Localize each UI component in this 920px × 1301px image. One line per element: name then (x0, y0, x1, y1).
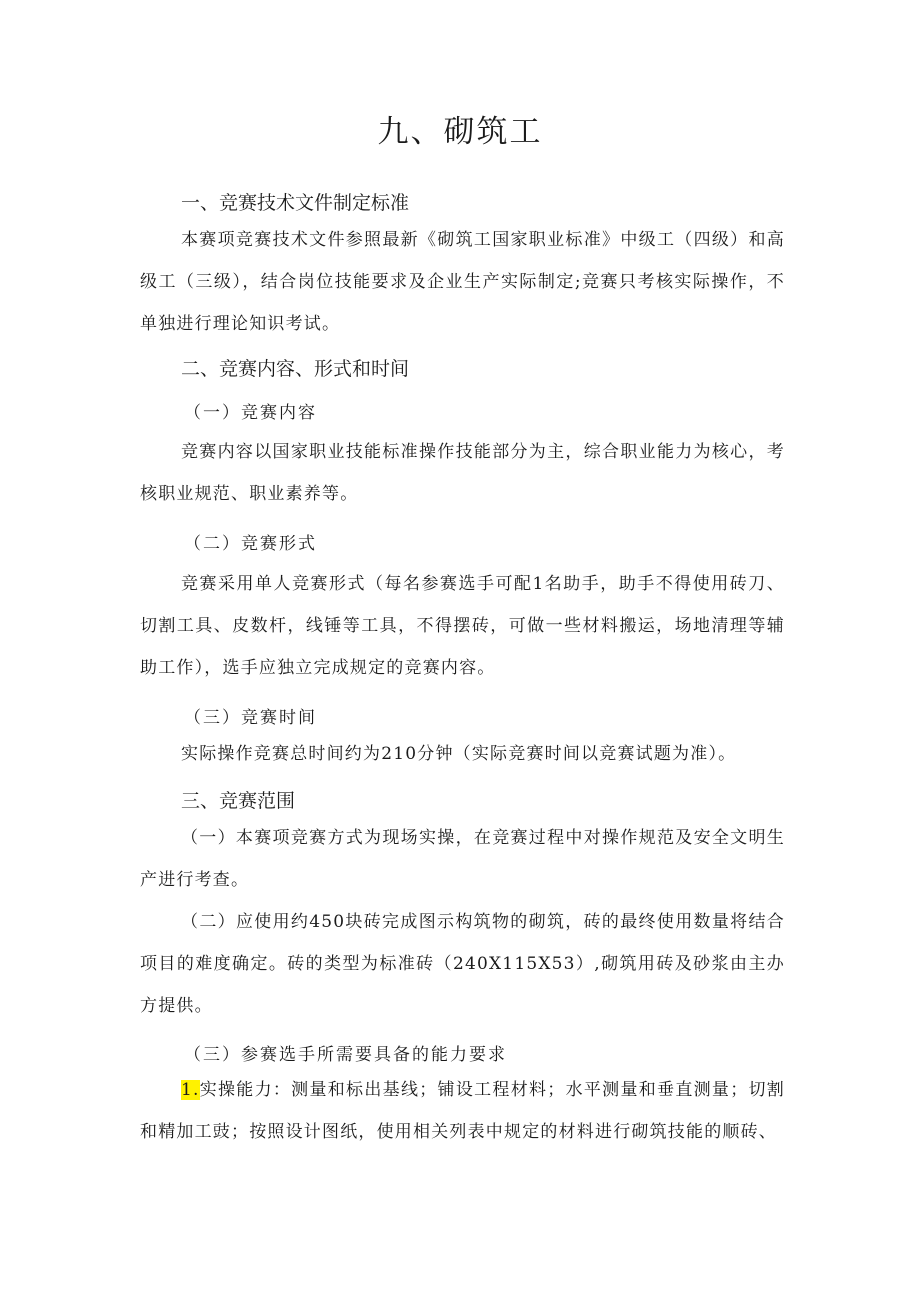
list-item-content (140, 1069, 785, 1153)
paragraph-text: 竞赛采用单人竞赛形式（每名参赛选手可配1名助手，助手不得使用砖刀、切割工具、皮数杆，线锤等工具，不得摆砖，可做一些材料搬运，场地清理等辅助工作），选手应独立完成规定的竞赛内容。 (140, 574, 785, 678)
subsection-heading: （三）参赛选手所需要具备的能力要求 (184, 1045, 507, 1065)
paragraph-text: 本赛项竞赛技术文件参照最新《砌筑工国家职业标准》中级工（四级）和高级工（三级），结合岗位技能要求及企业生产实际制定;竞赛只考核实际操作，不单独进行理论知识考试。 (140, 230, 785, 334)
paragraph (140, 901, 785, 1027)
subsection-heading: （三）竞赛时间 (184, 708, 317, 728)
paragraph-text: （一）本赛项竞赛方式为现场实操，在竞赛过程中对操作规范及安全文明生产进行考查。 (140, 828, 785, 890)
paragraph (140, 733, 785, 775)
list-item (140, 1069, 785, 1153)
paragraph (140, 817, 785, 901)
paragraph-text: 竞赛内容以国家职业技能标准操作技能部分为主，综合职业能力为核心，考核职业规范、职业素养等。 (140, 442, 785, 504)
page-title: 九、砌筑工 (377, 114, 543, 150)
section-heading-3: 三、竞赛范围 (181, 790, 296, 812)
section-heading-2: 二、竞赛内容、形式和时间 (181, 358, 410, 380)
list-number: 1. (181, 1080, 200, 1100)
paragraph (140, 219, 785, 345)
paragraph-text: （二）应使用约450块砖完成图示构筑物的砌筑，砖的最终使用数量将结合项目的难度确定。砖的类型为标准砖（240X115X53）,砌筑用砖及砂浆由主办方提供。 (140, 912, 785, 1016)
list-item-text: 实操能力：测量和标出基线；铺设工程材料；水平测量和垂直测量；切割和精加工豉；按照设计图纸，使用相关列表中规定的材料进行砌筑技能的顺砖、 (140, 1080, 785, 1142)
paragraph-text: 实际操作竞赛总时间约为210分钟（实际竞赛时间以竞赛试题为准）。 (181, 744, 737, 764)
paragraph (140, 431, 785, 515)
subsection-heading: （一）竞赛内容 (184, 403, 317, 423)
subsection-heading: （二）竞赛形式 (184, 534, 317, 554)
section-heading-1: 一、竞赛技术文件制定标准 (181, 192, 410, 214)
paragraph (140, 563, 785, 689)
